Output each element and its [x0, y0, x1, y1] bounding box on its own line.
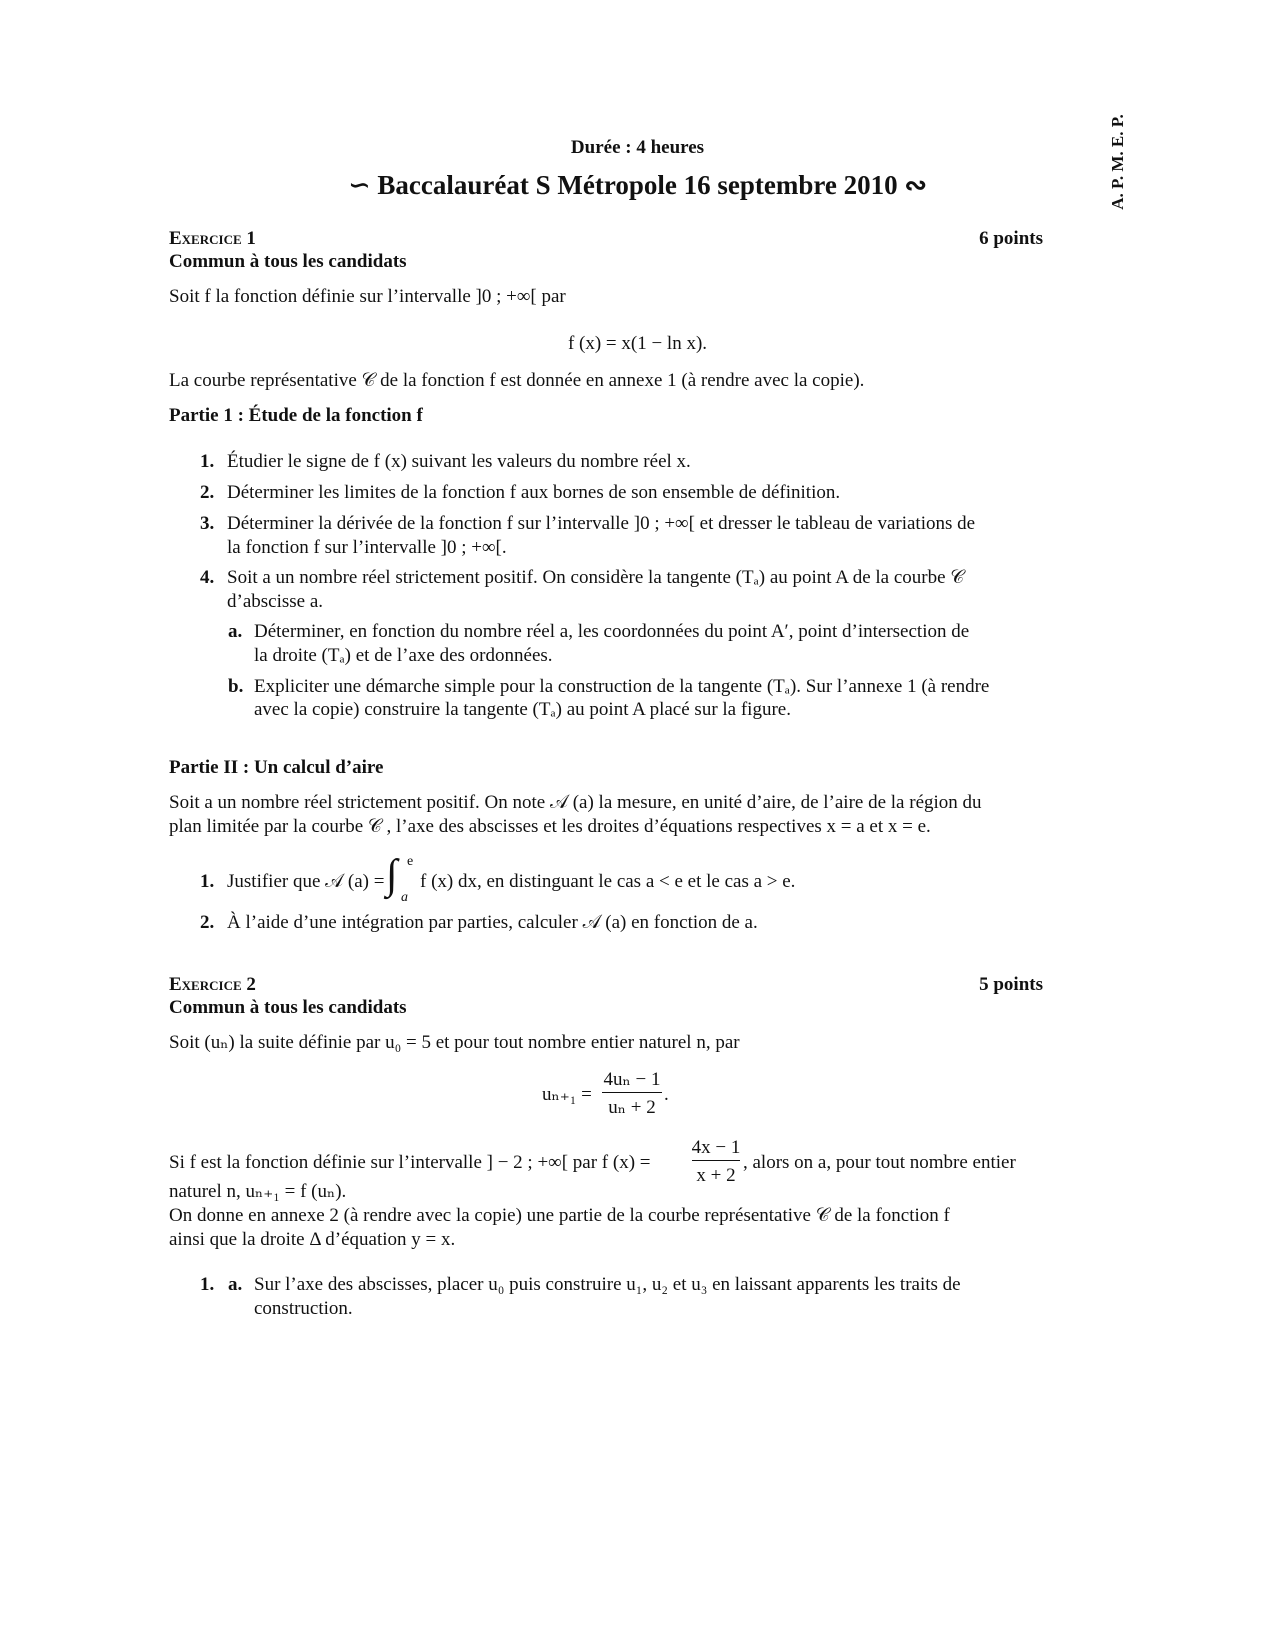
exercise-1-points: 6 points: [979, 228, 1043, 249]
recurrence-numerator: 4uₙ − 1: [603, 1069, 661, 1090]
q4-text-line2: d’abscisse a.: [227, 591, 324, 612]
part-1-title: Partie 1 : Étude de la fonction f: [169, 405, 423, 426]
q4b-label: b.: [228, 676, 244, 697]
annexe-line2: ainsi que la droite Δ d’équation y = x.: [169, 1229, 456, 1250]
exercise-2-intro: Soit (uₙ) la suite définie par u₀ = 5 et pour tout nombre entier naturel n, par: [169, 1032, 740, 1053]
p2-q2-text: À l’aide d’une intégration par parties, calculer 𝒜 (a) en fonction de a.: [227, 912, 758, 933]
q4b-text-line1: Expliciter une démarche simple pour la construction de la tangente (Tₐ). Sur l’annexe 1 (à rendre: [254, 676, 990, 697]
q3-text-line2: la fonction f sur l’intervalle ]0 ; +∞[.: [227, 537, 507, 558]
si-fraction-bar: [692, 1160, 740, 1161]
exercise-1-heading: Exercice 1: [169, 228, 256, 249]
exercise-2-points: 5 points: [979, 974, 1043, 995]
q2-number: 2.: [200, 482, 215, 503]
part-2-intro-line1: Soit a un nombre réel strictement positif. On note 𝒜 (a) la mesure, en unité d’aire, de l’aire de la région du: [169, 792, 982, 813]
si-numerator: 4x − 1: [691, 1137, 741, 1158]
courbe-text: La courbe représentative 𝒞 de la fonction f est donnée en annexe 1 (à rendre avec la copie).: [169, 370, 865, 391]
q3-number: 3.: [200, 513, 215, 534]
recurrence-fraction-bar: [602, 1092, 662, 1093]
q4-text-line1: Soit a un nombre réel strictement positif. On considère la tangente (Tₐ) au point A de la courbe 𝒞: [227, 567, 965, 588]
p2-q1-number: 1.: [200, 871, 215, 892]
exercise-1-intro: Soit f la fonction définie sur l’intervalle ]0 ; +∞[ par: [169, 286, 566, 307]
ex2-q1a-text-line1: Sur l’axe des abscisses, placer u₀ puis construire u₁, u₂ et u₃ en laissant apparents les traits de: [254, 1274, 961, 1295]
q2-text: Déterminer les limites de la fonction f aux bornes de son ensemble de définition.: [227, 482, 841, 503]
annexe-line1: On donne en annexe 2 (à rendre avec la copie) une partie de la courbe représentative 𝒞 de la fonction f: [169, 1205, 950, 1226]
q1-text: Étudier le signe de f (x) suivant les valeurs du nombre réel x.: [227, 451, 691, 472]
ex2-q1a-label: a.: [228, 1274, 243, 1295]
q4a-text-line2: la droite (Tₐ) et de l’axe des ordonnées.: [254, 645, 553, 666]
q4a-text-line1: Déterminer, en fonction du nombre réel a, les coordonnées du point A′, point d’intersection de: [254, 621, 970, 642]
recurrence-period: .: [664, 1084, 669, 1105]
function-formula: f (x) = x(1 − ln x).: [567, 333, 708, 354]
part-2-intro-line2: plan limitée par la courbe 𝒞 , l’axe des abscisses et les droites d’équations respectives x = a et x = e.: [169, 816, 931, 837]
p2-q2-number: 2.: [200, 912, 215, 933]
q4-number: 4.: [200, 567, 215, 588]
exercise-2-audience: Commun à tous les candidats: [169, 997, 407, 1018]
integral-upper: e: [407, 854, 414, 869]
si-text-post: , alors on a, pour tout nombre entier: [743, 1152, 1016, 1173]
part-2-title: Partie II : Un calcul d’aire: [169, 757, 384, 778]
si-text-pre: Si f est la fonction définie sur l’intervalle ] − 2 ; +∞[ par f (x) =: [169, 1152, 651, 1173]
q3-text-line1: Déterminer la dérivée de la fonction f sur l’intervalle ]0 ; +∞[ et dresser le tableau de variations de: [227, 513, 976, 534]
page-title: ∽ Baccalauréat S Métropole 16 septembre 2010 ∾: [348, 170, 927, 200]
si-denominator: x + 2: [696, 1165, 736, 1186]
p2-q1-pre: Justifier que 𝒜 (a) =: [227, 871, 385, 892]
recurrence-lhs: uₙ₊₁ =: [542, 1084, 592, 1105]
exercise-1-audience: Commun à tous les candidats: [169, 251, 407, 272]
q1-number: 1.: [200, 451, 215, 472]
q4b-text-line2: avec la copie) construire la tangente (Tₐ) au point A placé sur la figure.: [254, 699, 791, 720]
ex2-q1-number: 1.: [200, 1274, 215, 1295]
recurrence-denominator: uₙ + 2: [608, 1097, 656, 1118]
duration: Durée : 4 heures: [570, 137, 705, 158]
exercise-2-heading: Exercice 2: [169, 974, 256, 995]
si-text-line2: naturel n, uₙ₊₁ = f (uₙ).: [169, 1181, 347, 1202]
side-label: A. P. M. E. P.: [1108, 114, 1127, 210]
integral-sign: ∫: [386, 852, 398, 898]
integral-lower: a: [401, 890, 408, 905]
q4a-label: a.: [228, 621, 243, 642]
ex2-q1a-text-line2: construction.: [254, 1298, 353, 1319]
p2-q1-post: f (x) dx, en distinguant le cas a < e et le cas a > e.: [420, 871, 796, 892]
